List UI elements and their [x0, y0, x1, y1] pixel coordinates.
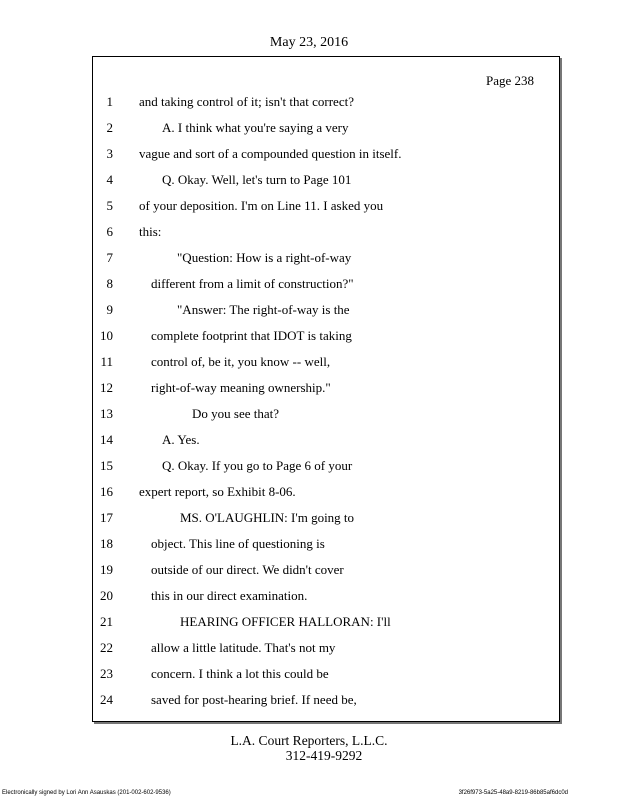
line-text: A. Yes. [162, 432, 200, 447]
line-number: 22 [100, 640, 113, 655]
transcript-line [0, 458, 618, 476]
line-text: MS. O'LAUGHLIN: I'm going to [180, 510, 355, 525]
line-text: "Answer: The right-of-way is the [177, 302, 350, 317]
line-number: 20 [100, 588, 113, 603]
transcript-line [0, 94, 618, 112]
line-text: of your deposition. I'm on Line 11. I asked you [139, 198, 384, 213]
line-number: 17 [100, 510, 113, 525]
line-text: vague and sort of a compounded question in itself. [139, 146, 402, 161]
line-text: A. I think what you're saying a very [162, 120, 349, 135]
transcript-line [0, 692, 618, 710]
line-text: HEARING OFFICER HALLORAN: I'll [180, 614, 391, 629]
page-number: Page 238 [485, 73, 534, 88]
reporter-company: L.A. Court Reporters, L.L.C. [230, 733, 388, 748]
reporter-phone: 312-419-9292 [285, 748, 363, 763]
page-footer [0, 733, 618, 763]
line-number: 10 [100, 328, 113, 343]
line-text: allow a little latitude. That's not my [151, 640, 336, 655]
line-number: 24 [100, 692, 113, 707]
line-number: 7 [106, 250, 113, 265]
transcript-line [0, 172, 618, 190]
line-number: 6 [106, 224, 113, 239]
line-number: 23 [100, 666, 113, 681]
line-number: 3 [106, 146, 113, 161]
esignature-note: Electronically signed by Lori Ann Asauskas (201-002-602-9536) [2, 790, 171, 796]
transcript-line [0, 406, 618, 424]
line-text: Q. Okay. If you go to Page 6 of your [162, 458, 353, 473]
line-number: 13 [100, 406, 113, 421]
transcript-line [0, 432, 618, 450]
transcript-line [0, 666, 618, 684]
line-number: 16 [100, 484, 113, 499]
line-number: 18 [100, 536, 113, 551]
line-number: 4 [106, 172, 113, 187]
transcript-line [0, 250, 618, 268]
transcript-line [0, 640, 618, 658]
line-text: control of, be it, you know -- well, [151, 354, 331, 369]
line-text: complete footprint that IDOT is taking [151, 328, 352, 343]
line-text: concern. I think a lot this could be [151, 666, 329, 681]
line-text: this: [139, 224, 162, 239]
line-text: outside of our direct. We didn't cover [151, 562, 344, 577]
transcript-line [0, 536, 618, 554]
line-text: and taking control of it; isn't that correct? [139, 94, 354, 109]
line-number: 11 [100, 354, 113, 369]
line-number: 2 [106, 120, 113, 135]
document-id: 3f26f973-5a25-48a9-8219-86b85af6dc0d [458, 790, 568, 796]
line-text: expert report, so Exhibit 8-06. [139, 484, 296, 499]
transcript-line [0, 302, 618, 320]
transcript-line [0, 484, 618, 502]
line-text: different from a limit of construction?" [151, 276, 354, 291]
transcript-line [0, 354, 618, 372]
page-date: May 23, 2016 [269, 35, 349, 50]
line-number: 14 [100, 432, 113, 447]
transcript-line [0, 224, 618, 242]
transcript-line [0, 380, 618, 398]
line-text: object. This line of questioning is [151, 536, 325, 551]
line-text: "Question: How is a right-of-way [177, 250, 352, 265]
transcript-line [0, 198, 618, 216]
line-text: right-of-way meaning ownership." [151, 380, 331, 395]
line-number: 12 [100, 380, 113, 395]
transcript-line [0, 328, 618, 346]
transcript-line [0, 276, 618, 294]
transcript-line [0, 588, 618, 606]
line-number: 19 [100, 562, 113, 577]
transcript-line [0, 120, 618, 138]
line-text: saved for post-hearing brief. If need be, [151, 692, 357, 707]
transcript-line [0, 146, 618, 164]
transcript-line [0, 614, 618, 632]
line-number: 5 [106, 198, 113, 213]
line-number: 15 [100, 458, 113, 473]
line-number: 9 [106, 302, 113, 317]
line-text: Q. Okay. Well, let's turn to Page 101 [162, 172, 352, 187]
line-number: 21 [100, 614, 113, 629]
transcript-line [0, 562, 618, 580]
line-text: this in our direct examination. [151, 588, 308, 603]
line-text: Do you see that? [192, 406, 280, 421]
transcript-line [0, 510, 618, 528]
line-number: 8 [106, 276, 113, 291]
line-number: 1 [106, 94, 113, 109]
